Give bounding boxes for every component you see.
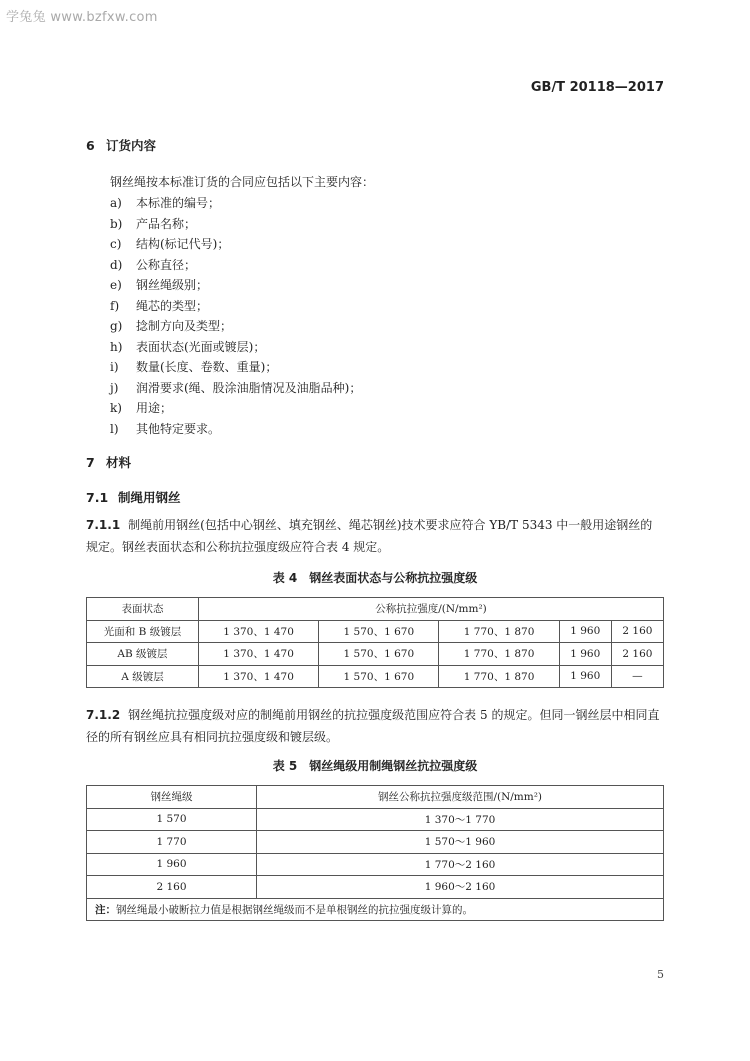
cell-value: 2 160	[611, 643, 663, 666]
caption-number: 表 4	[272, 571, 298, 585]
subsection-title: 制绳用钢丝	[118, 490, 181, 505]
list-letter: j)	[110, 380, 119, 395]
section-title: 订货内容	[106, 138, 157, 153]
table-4-caption	[86, 569, 664, 586]
list-text: 绳芯的类型；	[136, 298, 209, 313]
list-item	[110, 193, 361, 214]
list-letter: h)	[110, 339, 123, 354]
list-item	[110, 275, 361, 296]
list-text: 表面状态(光面或镀层)；	[136, 339, 266, 354]
cell-range: 1 370～1 770	[257, 808, 664, 831]
list-letter: b)	[110, 216, 123, 231]
cell-value: 1 570、1 670	[319, 643, 439, 666]
caption-title: 钢丝表面状态与公称抗拉强度级	[309, 571, 478, 585]
list-text: 润滑要求(绳、股涂油脂情况及油脂品种)；	[136, 380, 362, 395]
list-letter: d)	[110, 257, 123, 272]
list-text: 数量(长度、卷数、重量)；	[136, 360, 278, 374]
header-rope-grade: 钢丝绳级	[87, 786, 257, 809]
table-row	[87, 665, 664, 688]
list-letter: i)	[110, 360, 119, 374]
subsection-number: 7.1	[86, 490, 109, 505]
note-label: 注：	[95, 903, 116, 916]
section-6-intro: 钢丝绳按本标准订货的合同应包括以下主要内容：	[110, 175, 375, 189]
cell-state: AB 级镀层	[87, 643, 199, 666]
clause-text: 制绳前用钢丝(包括中心钢丝、填充钢丝、绳芯钢丝)技术要求应符合 YB/T 5343 中一般用途钢丝的规定。钢丝表面状态和公称抗拉强度级应符合表 4 规定。	[86, 518, 653, 554]
cell-grade: 1 960	[87, 853, 257, 876]
cell-value: 1 960	[559, 620, 611, 643]
table-header-row	[87, 598, 664, 621]
list-item	[110, 337, 361, 358]
cell-value: 1 370、1 470	[199, 620, 319, 643]
subsection-7-1-heading	[86, 488, 664, 506]
table-row	[87, 620, 664, 643]
header-nominal-strength: 公称抗拉强度/(N/mm²)	[199, 598, 664, 621]
note-text: 钢丝绳最小破断拉力值是根据钢丝绳级而不是单根钢丝的抗拉强度级计算的。	[116, 903, 473, 916]
caption-title: 钢丝绳级用制绳钢丝抗拉强度级	[309, 759, 478, 773]
table-5	[86, 785, 664, 921]
list-letter: a)	[110, 196, 122, 210]
cell-value: 1 370、1 470	[199, 665, 319, 688]
cell-grade: 2 160	[87, 876, 257, 899]
table-row	[87, 808, 664, 831]
list-letter: g)	[110, 319, 123, 333]
clause-number: 7.1.2	[86, 708, 121, 722]
section-title: 材料	[106, 455, 132, 470]
list-item	[110, 296, 361, 317]
cell-range: 1 570～1 960	[257, 831, 664, 854]
list-item	[110, 378, 361, 399]
cell-value: 1 370、1 470	[199, 643, 319, 666]
cell-state: 光面和 B 级镀层	[87, 620, 199, 643]
list-text: 本标准的编号；	[136, 196, 221, 210]
list-text: 结构(标记代号)；	[136, 237, 230, 251]
header-strength-range: 钢丝公称抗拉强度级范围/(N/mm²)	[257, 786, 664, 809]
section-7-heading	[86, 453, 664, 471]
list-item	[110, 398, 361, 419]
list-text: 产品名称；	[136, 216, 197, 231]
cell-value: 1 960	[559, 643, 611, 666]
list-letter: f)	[110, 298, 120, 313]
cell-grade: 1 770	[87, 831, 257, 854]
cell-value: —	[611, 665, 663, 688]
table-row	[87, 876, 664, 899]
clause-text: 钢丝绳抗拉强度级对应的制绳前用钢丝的抗拉强度级范围应符合表 5 的规定。但同一钢丝层中相同直径的所有钢丝应具有相同抗拉强度级和镀层级。	[86, 708, 660, 744]
list-letter: e)	[110, 278, 122, 292]
section-number: 7	[86, 455, 95, 470]
cell-range: 1 770～2 160	[257, 853, 664, 876]
table-note-row	[87, 898, 664, 921]
cell-value: 1 770、1 870	[439, 620, 559, 643]
cell-value: 1 570、1 670	[319, 620, 439, 643]
list-letter: k)	[110, 401, 122, 415]
list-item	[110, 214, 361, 235]
table-note	[87, 898, 664, 921]
cell-value: 1 770、1 870	[439, 643, 559, 666]
list-text: 用途；	[136, 401, 173, 415]
header-surface-state: 表面状态	[87, 598, 199, 621]
page-number: 5	[657, 968, 664, 981]
list-text: 其他特定要求。	[136, 421, 221, 436]
list-letter: l)	[110, 421, 119, 436]
list-item	[110, 255, 361, 276]
standard-code: GB/T 20118—2017	[530, 80, 664, 95]
clause-7-1-2	[86, 704, 664, 748]
list-text: 捻制方向及类型；	[136, 319, 233, 333]
table-row	[87, 853, 664, 876]
watermark: 学兔兔 www.bzfxw.com	[6, 10, 158, 25]
list-text: 公称直径；	[136, 257, 197, 272]
table-row	[87, 643, 664, 666]
cell-range: 1 960～2 160	[257, 876, 664, 899]
table-5-caption	[86, 757, 664, 774]
caption-number: 表 5	[272, 759, 298, 773]
clause-7-1-1	[86, 514, 664, 558]
cell-value: 2 160	[611, 620, 663, 643]
list-letter: c)	[110, 237, 122, 251]
list-item	[110, 357, 361, 378]
table-header-row	[87, 786, 664, 809]
cell-grade: 1 570	[87, 808, 257, 831]
cell-value: 1 960	[559, 665, 611, 688]
table-4	[86, 597, 664, 688]
list-item	[110, 419, 361, 440]
list-item	[110, 234, 361, 255]
order-items-list	[110, 193, 361, 439]
table-row	[87, 831, 664, 854]
list-item	[110, 316, 361, 337]
clause-number: 7.1.1	[86, 518, 121, 532]
section-6-heading	[86, 136, 664, 154]
section-number: 6	[86, 138, 95, 153]
cell-value: 1 570、1 670	[319, 665, 439, 688]
cell-state: A 级镀层	[87, 665, 199, 688]
list-text: 钢丝绳级别；	[136, 278, 209, 292]
cell-value: 1 770、1 870	[439, 665, 559, 688]
